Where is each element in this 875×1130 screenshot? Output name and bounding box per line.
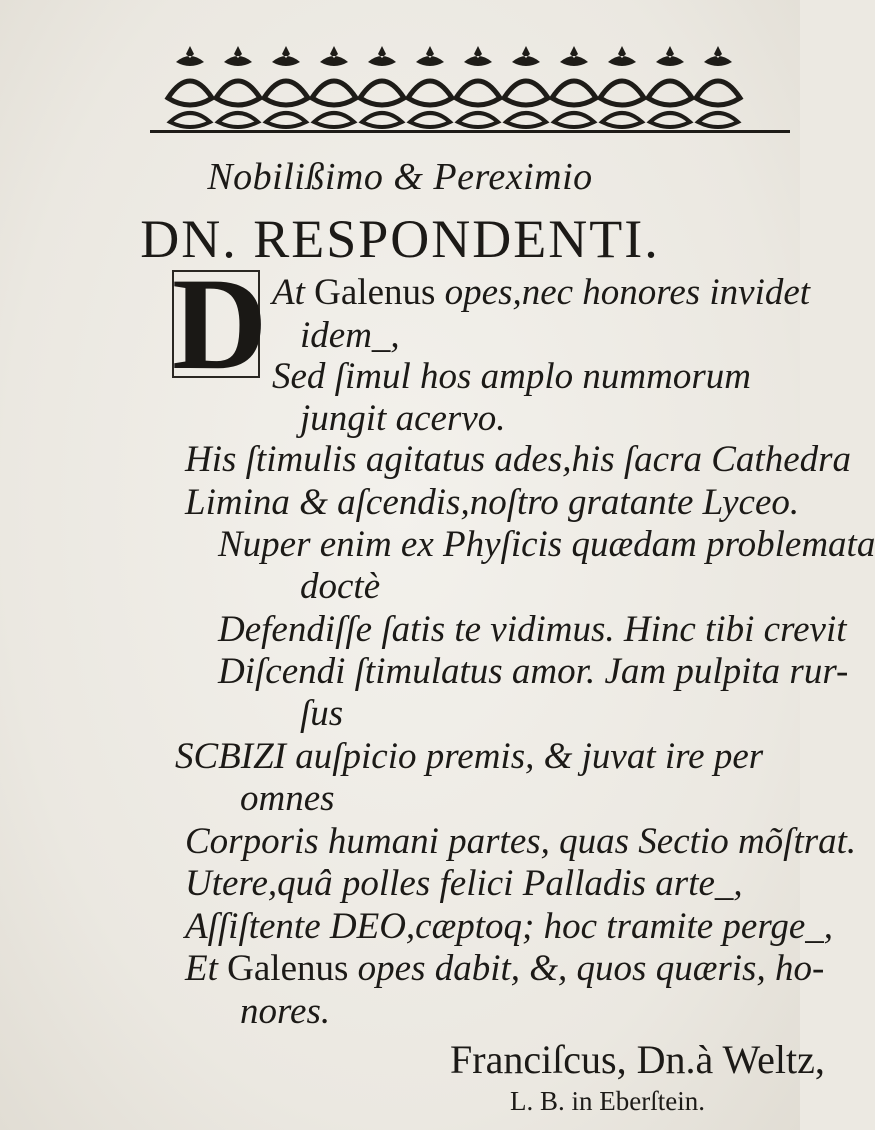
poem-text: Defendiſſe ſatis te vidimus. Hinc tibi crevit [218,609,847,650]
dedication-line: Nobilißimo & Pereximio [207,156,593,198]
poem-text: omnes [240,778,335,819]
poem-line [218,525,875,565]
drop-cap-initial: D [172,250,268,397]
ornamental-headpiece [150,40,790,135]
poem-line [185,440,851,480]
poem-line [240,992,330,1032]
poem-text: SCBIZI auſpicio premis, & juvat ire per [175,736,764,777]
poem-text: opes,nec honores invidet [435,272,811,313]
poem-line [185,949,824,989]
poem-text: doctè [300,566,381,607]
poem-text: idem_, [300,315,400,356]
poem-text: Limina & aſcendis,noſtro gratante Lyceo. [185,482,800,523]
poem-text: Sed ſimul hos amplo nummorum [272,356,751,397]
poem-line [300,567,380,607]
poem-line [185,864,743,904]
poem-line [218,610,847,650]
poem-text: Diſcendi ſtimulatus amor. Jam pulpita rur- [218,651,849,692]
poem-text: At [272,272,315,313]
poem-line [300,694,343,734]
poem-line [185,822,856,862]
poem-line [300,316,400,356]
poem-text: Corporis humani partes, quas Sectio mõſtrat. [185,821,857,862]
poem-text: Utere,quâ polles felici Palladis arte_, [185,863,743,904]
poem-text: nores. [240,991,331,1032]
poem-text: opes dabit, &, quos quæris, ho- [348,948,825,989]
poem-line [300,399,506,439]
author-signature: Franciſcus, Dn.à Weltz, [450,1037,825,1082]
poem-name: Galenus [314,272,436,313]
poem-text: Nuper enim ex Phyſicis quædam problemata [218,524,875,565]
poem-line [272,273,810,313]
dedication-title: DN. RESPONDENTI. [140,209,660,269]
author-place: L. B. in Eberſtein. [510,1086,705,1116]
poem-line [240,779,335,819]
poem-line [272,357,751,397]
poem-line [185,907,833,947]
poem-name: Galenus [227,948,349,989]
poem-text: ſus [300,693,344,734]
poem-text: Aſſiſtente DEO,cæptoq; hoc tramite perge_, [185,906,834,947]
poem-line [185,483,799,523]
poem-text: jungit acervo. [300,398,506,439]
poem-line [218,652,848,692]
poem-text: Et [185,948,228,989]
poem-text: His ſtimulis agitatus ades,his ſacra Cathedra [185,439,852,480]
poem-line [175,737,763,777]
